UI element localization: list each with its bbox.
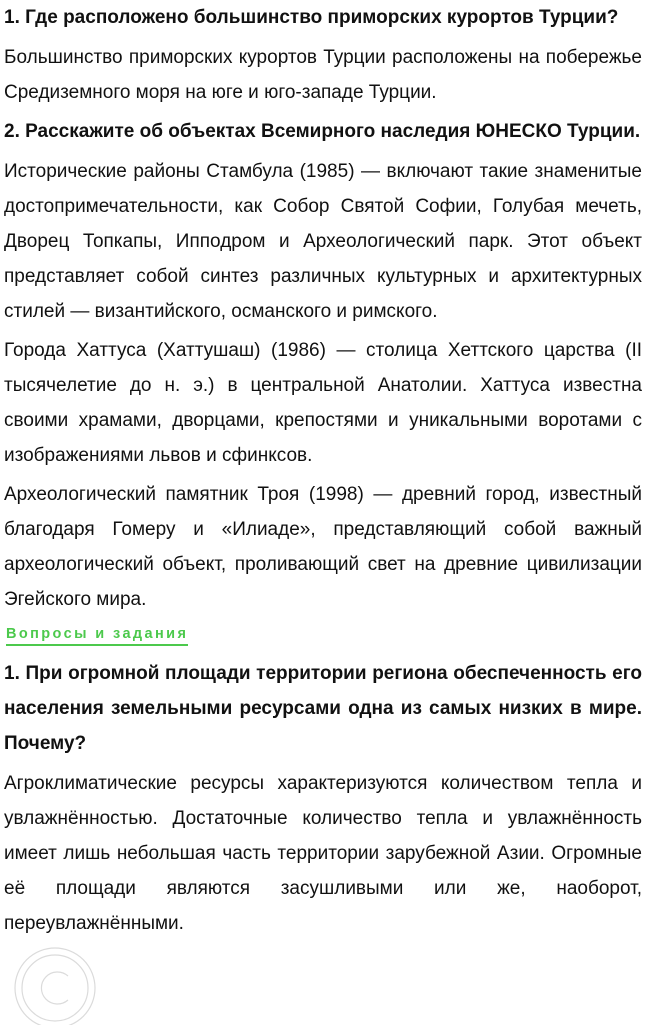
answer-paragraph-1: Большинство приморских курортов Турции расположены на побережье Средиземного моря на юге и юго-западе Турции. [4, 47, 642, 103]
question-heading-2: 2. Расскажите об объектах Всемирного наследия ЮНЕСКО Турции. [4, 121, 641, 142]
answer-paragraph-hattusa: Города Хаттуса (Хаттушаш) (1986) — столица Хеттского царства (II тысячелетие до н. э.) в центральной Анатолии. Хаттуса известна своими храмами, дворцами, крепостями и уникальными воротами с изображениями львов и сфинксов. [4, 340, 642, 466]
answer-paragraph-istanbul: Исторические районы Стамбула (1985) — включают такие знаменитые достопримечательности, как Собор Святой Софии, Голубая мечеть, Дворец Топкапы, Ипподром и Археологический парк. Этот объект представляет собой синтез различных культурных и архитектурных стилей — византийского, османского и римского. [4, 161, 642, 322]
answer-paragraph-section: Агроклиматические ресурсы характеризуются количеством тепла и увлажнённостью. Достаточные количество тепла и увлажнённость имеет лишь небольшая часть территории зарубежной Азии. Огромные её площади являются засушливыми или же, наоборот, переувлажнёнными. [4, 773, 642, 934]
question-heading-section: 1. При огромной площади территории региона обеспеченность его населения земельными ресурсами одна из самых низких в мире. Почему? [4, 663, 642, 754]
question-heading-1: 1. Где расположено большинство приморских курортов Турции? [4, 7, 619, 28]
section-label: Вопросы и задания [6, 625, 188, 646]
section-label-row [6, 625, 642, 646]
answer-paragraph-troy: Археологический памятник Троя (1998) — древний город, известный благодаря Гомеру и «Илиаде», представляющий собой важный археологический объект, проливающий свет на древние цивилизации Эгейского мира. [4, 484, 642, 610]
